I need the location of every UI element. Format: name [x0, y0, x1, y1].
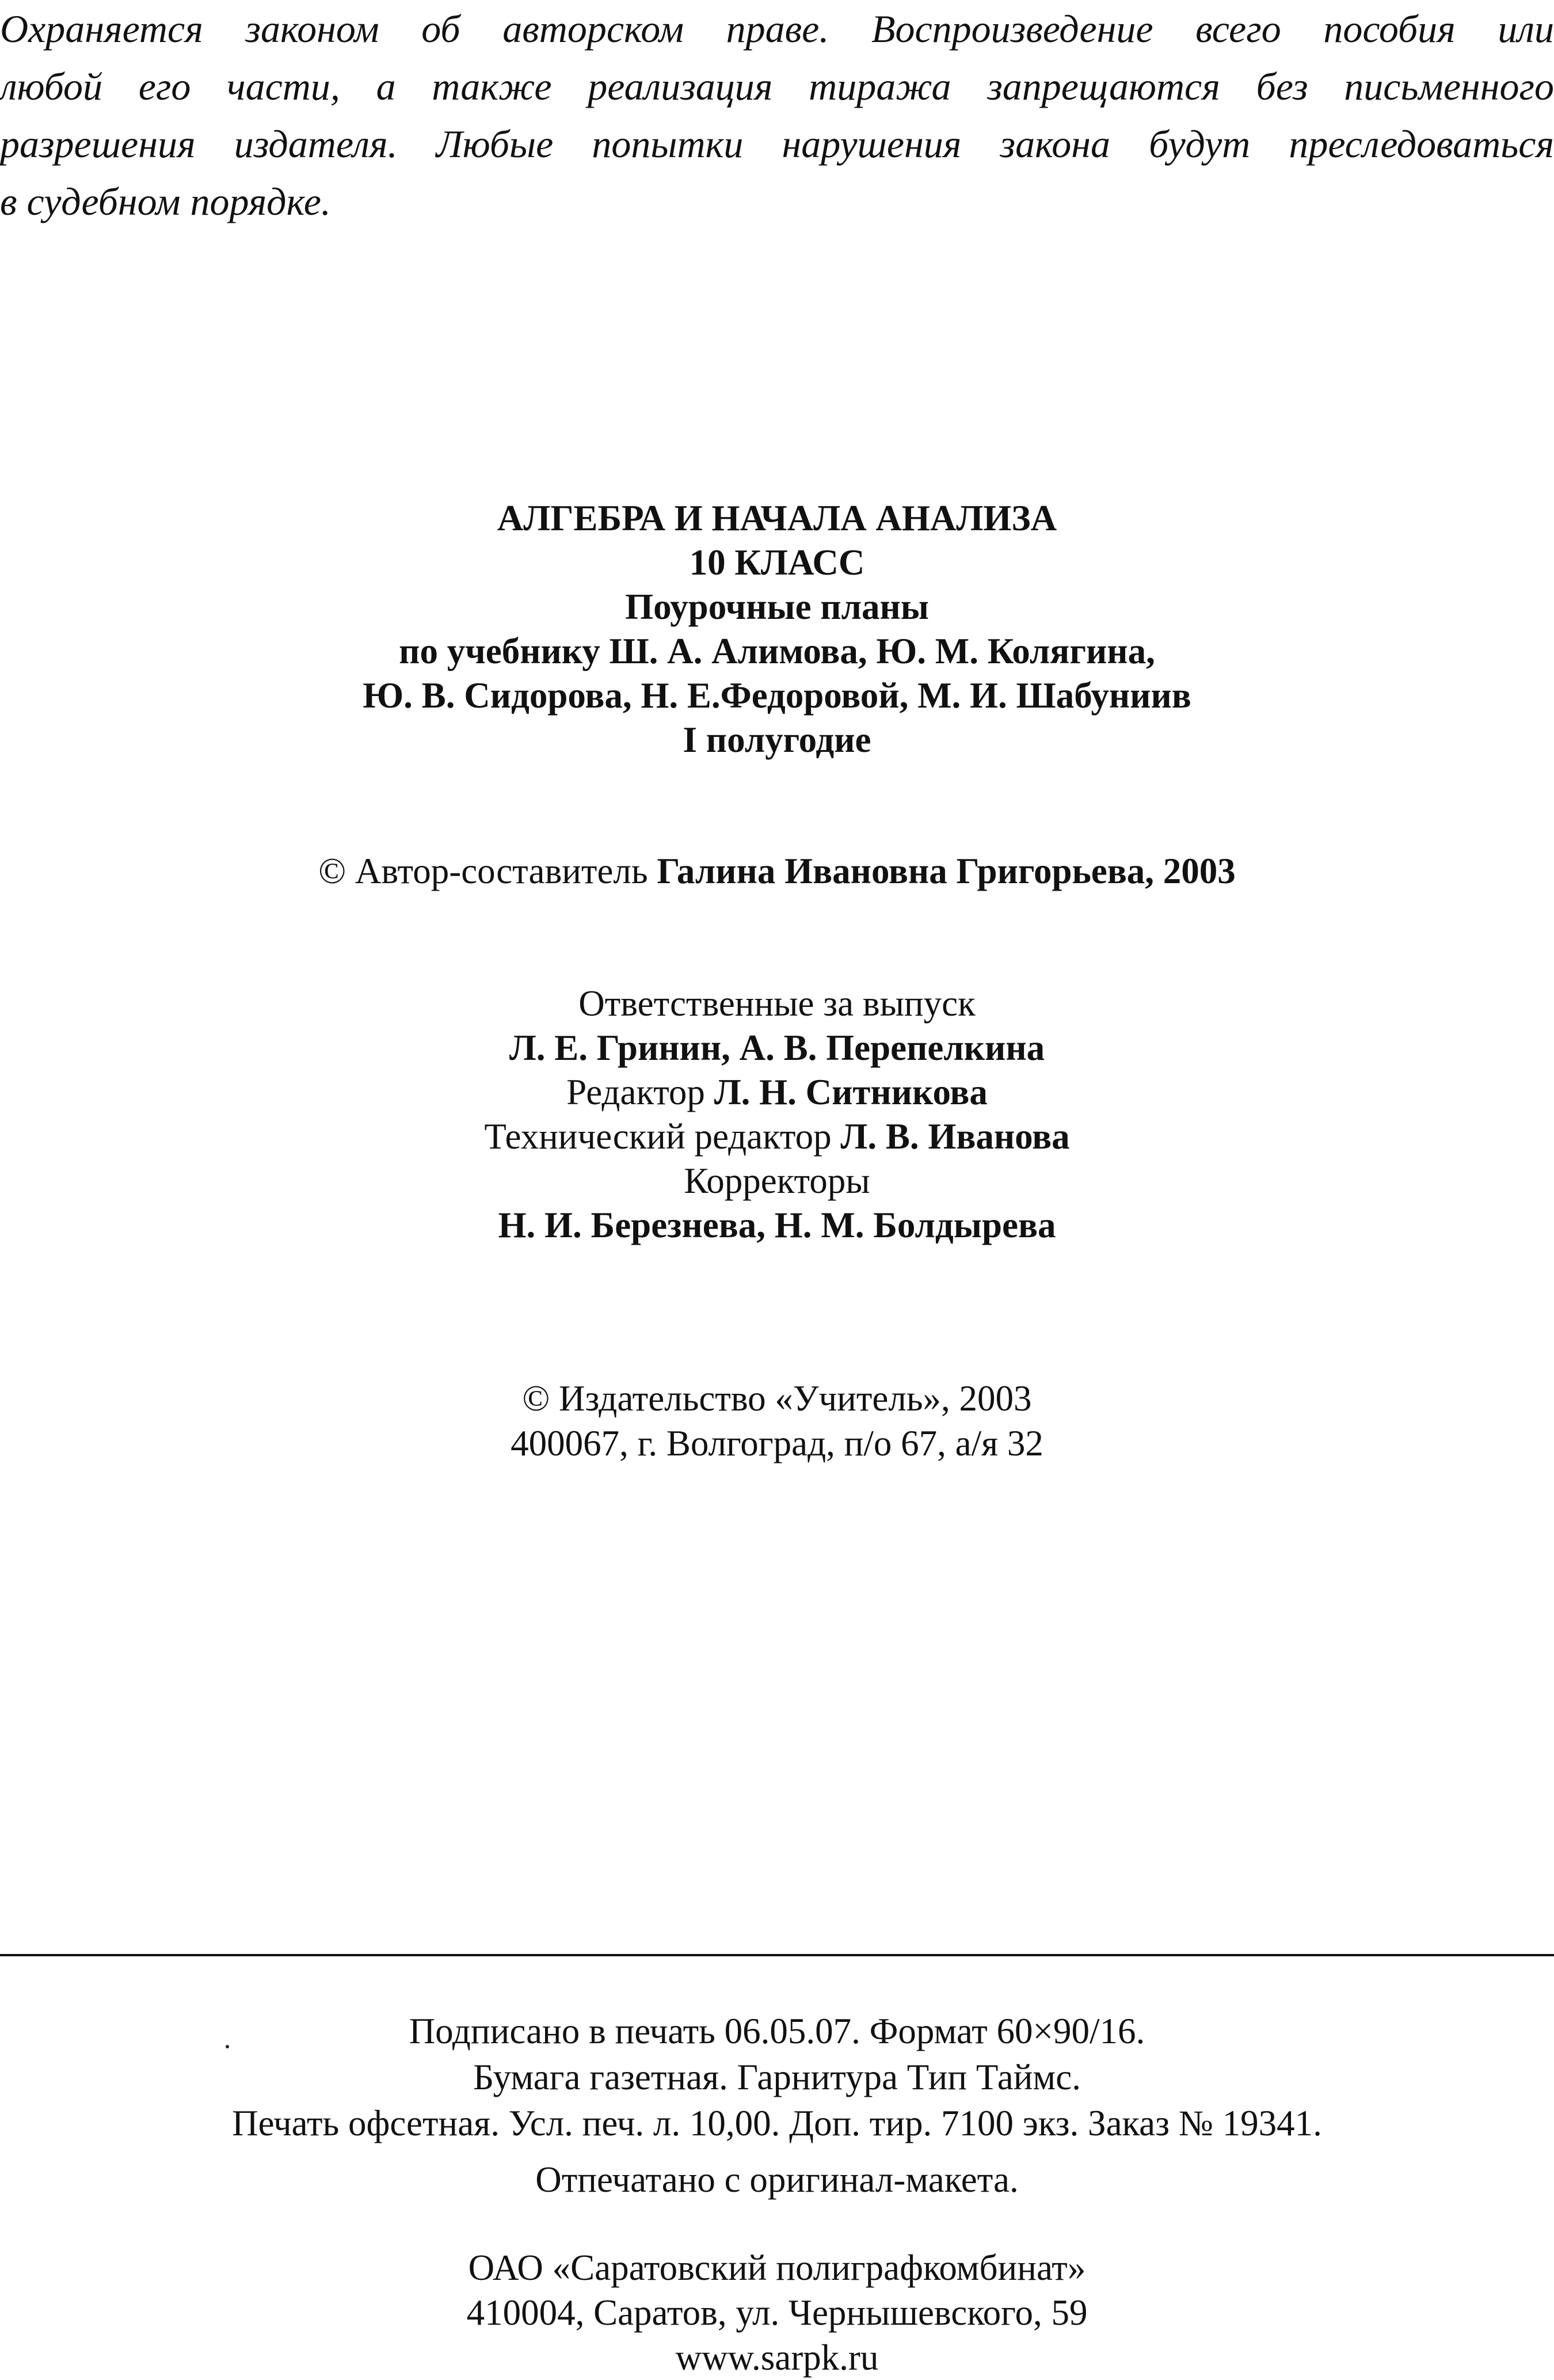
printer-address: 410004, Саратов, ул. Чернышевского, 59 [466, 2292, 1088, 2333]
imprint-line: Печать офсетная. Усл. печ. л. 10,00. Доп. тир. 7100 экз. Заказ № 19341. [232, 2103, 1322, 2143]
editor-label: Редактор [566, 1072, 714, 1112]
proofreaders-names: Н. И. Березнева, Н. М. Болдырева [498, 1205, 1056, 1245]
tech-editor-name: Л. В. Иванова [840, 1116, 1070, 1157]
divider [0, 1954, 1554, 1956]
notice-line: Охраняется законом об авторском праве. Воспроизведение всего пособия или [0, 7, 1554, 51]
notice-line: в судебном порядке. [0, 180, 331, 223]
printer-name: ОАО «Саратовский полиграфкомбинат» [468, 2248, 1086, 2288]
author-copyright [0, 849, 1554, 894]
editor-line [0, 1070, 1554, 1115]
publisher-block [0, 1376, 1554, 1466]
original-layout-note: Отпечатано с оригинал-макета. [535, 2160, 1019, 2200]
book-subtitle: Поурочные планы [625, 587, 929, 627]
responsible-label: Ответственные за выпуск [578, 983, 976, 1024]
responsible-names: Л. Е. Гринин, А. В. Перепелкина [509, 1028, 1045, 1068]
printer-website: www.sarpk.ru [675, 2337, 879, 2378]
copyright-notice [0, 0, 1554, 230]
book-title-block [0, 496, 1554, 762]
printer-block [0, 2245, 1554, 2380]
author-name: Галина Ивановна Григорьева, 2003 [657, 851, 1236, 891]
publisher-copyright: © Издательство «Учитель», 2003 [522, 1378, 1032, 1419]
tech-editor-line [0, 1115, 1554, 1159]
imprint-block [0, 2008, 1554, 2203]
notice-line: любой его части, а также реализация тиража запрещаются без письменного [0, 64, 1554, 108]
imprint-line: Бумага газетная. Гарнитура Тип Таймс. [473, 2057, 1081, 2097]
tech-editor-label: Технический редактор [484, 1116, 841, 1157]
credits-block [0, 982, 1554, 1248]
textbook-authors: по учебнику Ш. А. Алимова, Ю. М. Колягина, [399, 631, 1155, 671]
textbook-authors: Ю. В. Сидорова, Н. Е.Федоровой, М. И. Шабуниив [363, 675, 1191, 716]
semester: I полугодие [683, 720, 871, 760]
grade: 10 КЛАСС [689, 542, 865, 583]
editor-name: Л. Н. Ситникова [714, 1072, 988, 1112]
book-title: АЛГЕБРА И НАЧАЛА АНАЛИЗА [497, 498, 1057, 538]
notice-line: разрешения издателя. Любые попытки нарушения закона будут преследоваться [0, 122, 1554, 166]
author-copyright-prefix: © Автор-составитель [318, 851, 657, 891]
imprint-line: Подписано в печать 06.05.07. Формат 60×90/16. [409, 2011, 1145, 2051]
proofreaders-label: Корректоры [684, 1161, 870, 1201]
publisher-address: 400067, г. Волгоград, п/о 67, а/я 32 [511, 1423, 1043, 1463]
